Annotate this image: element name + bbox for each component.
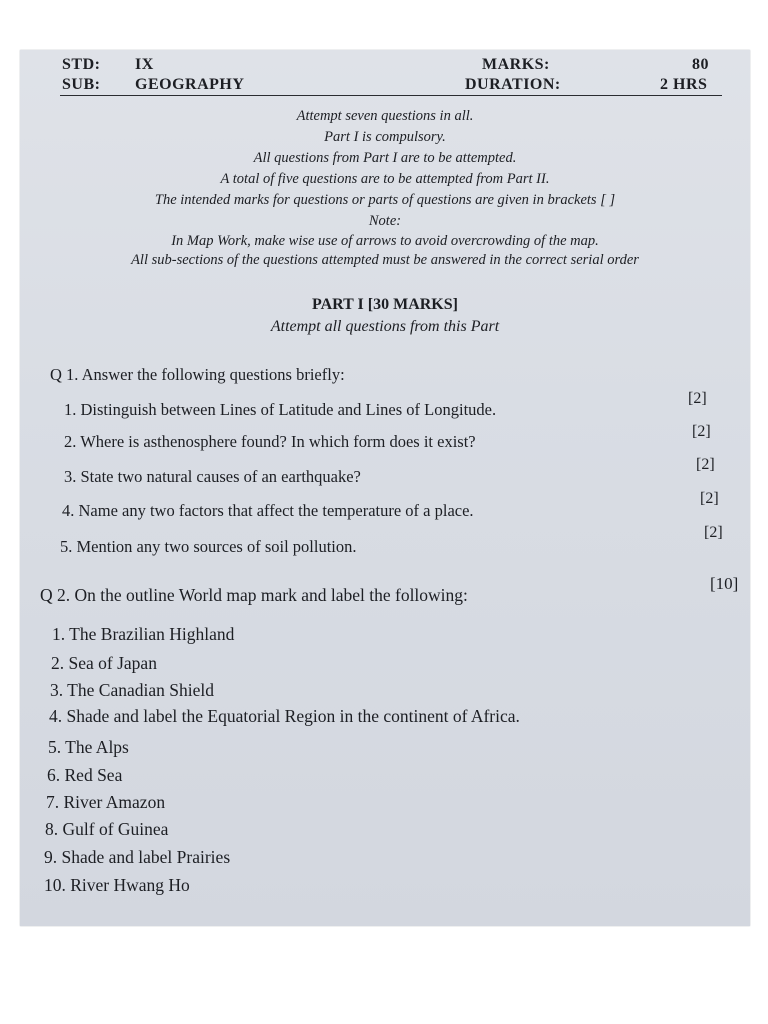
q2-item: 4. Shade and label the Equatorial Region in the continent of Africa.: [49, 706, 520, 726]
std-label: STD:: [62, 56, 101, 73]
q1-title: Q 1. Answer the following questions briefly:: [50, 365, 345, 384]
duration-label: DURATION:: [465, 76, 561, 93]
q1-item-marks: [2]: [696, 456, 715, 473]
part-title: PART I [30 MARKS]: [312, 296, 458, 313]
q1-item: 2. Where is asthenosphere found? In which form does it exist?: [64, 432, 476, 451]
header-rule: [60, 95, 722, 96]
part-subtitle: Attempt all questions from this Part: [270, 318, 500, 335]
q2-item: 9. Shade and label Prairies: [44, 847, 231, 867]
std-value: IX: [135, 56, 154, 73]
instruction-line: Attempt seven questions in all.: [296, 108, 474, 124]
q2-item: 10. River Hwang Ho: [44, 875, 190, 895]
q2-item: 7. River Amazon: [46, 792, 166, 812]
q2-item: 6. Red Sea: [47, 765, 123, 785]
q1-item: 1. Distinguish between Lines of Latitude and Lines of Longitude.: [64, 400, 497, 419]
instruction-line: Part I is compulsory.: [324, 129, 446, 145]
instruction-line: All sub-sections of the questions attempted must be answered in the correct serial order: [131, 252, 639, 268]
q1-item: 3. State two natural causes of an earthquake?: [64, 467, 361, 486]
q1-item: 4. Name any two factors that affect the temperature of a place.: [62, 501, 474, 520]
q2-item: 5. The Alps: [48, 737, 129, 757]
q1-item-marks: [2]: [692, 423, 711, 440]
q2-item: 3. The Canadian Shield: [50, 680, 214, 700]
note-label: Note:: [368, 213, 402, 229]
q1-item: 5. Mention any two sources of soil pollution.: [60, 537, 357, 556]
instruction-line: In Map Work, make wise use of arrows to avoid overcrowding of the map.: [171, 233, 599, 249]
q2-item: 1. The Brazilian Highland: [52, 624, 235, 644]
q2-item: 2. Sea of Japan: [51, 653, 157, 673]
instruction-line: The intended marks for questions or parts of questions are given in brackets [ ]: [154, 192, 616, 208]
instruction-line: A total of five questions are to be attempted from Part II.: [220, 171, 550, 187]
q2-item: 8. Gulf of Guinea: [45, 819, 169, 839]
q1-item-marks: [2]: [700, 490, 719, 507]
marks-value: 80: [692, 56, 709, 73]
instruction-line: All questions from Part I are to be attempted.: [253, 150, 517, 166]
marks-label: MARKS:: [482, 56, 550, 73]
q2-marks: [10]: [710, 574, 739, 593]
q1-item-marks: [2]: [704, 524, 723, 541]
sub-label: SUB:: [62, 76, 101, 93]
q2-title: Q 2. On the outline World map mark and label the following:: [40, 585, 468, 605]
sub-value: GEOGRAPHY: [135, 76, 245, 93]
exam-paper: [20, 50, 750, 926]
duration-value: 2 HRS: [660, 76, 708, 93]
q1-item-marks: [2]: [688, 390, 707, 407]
